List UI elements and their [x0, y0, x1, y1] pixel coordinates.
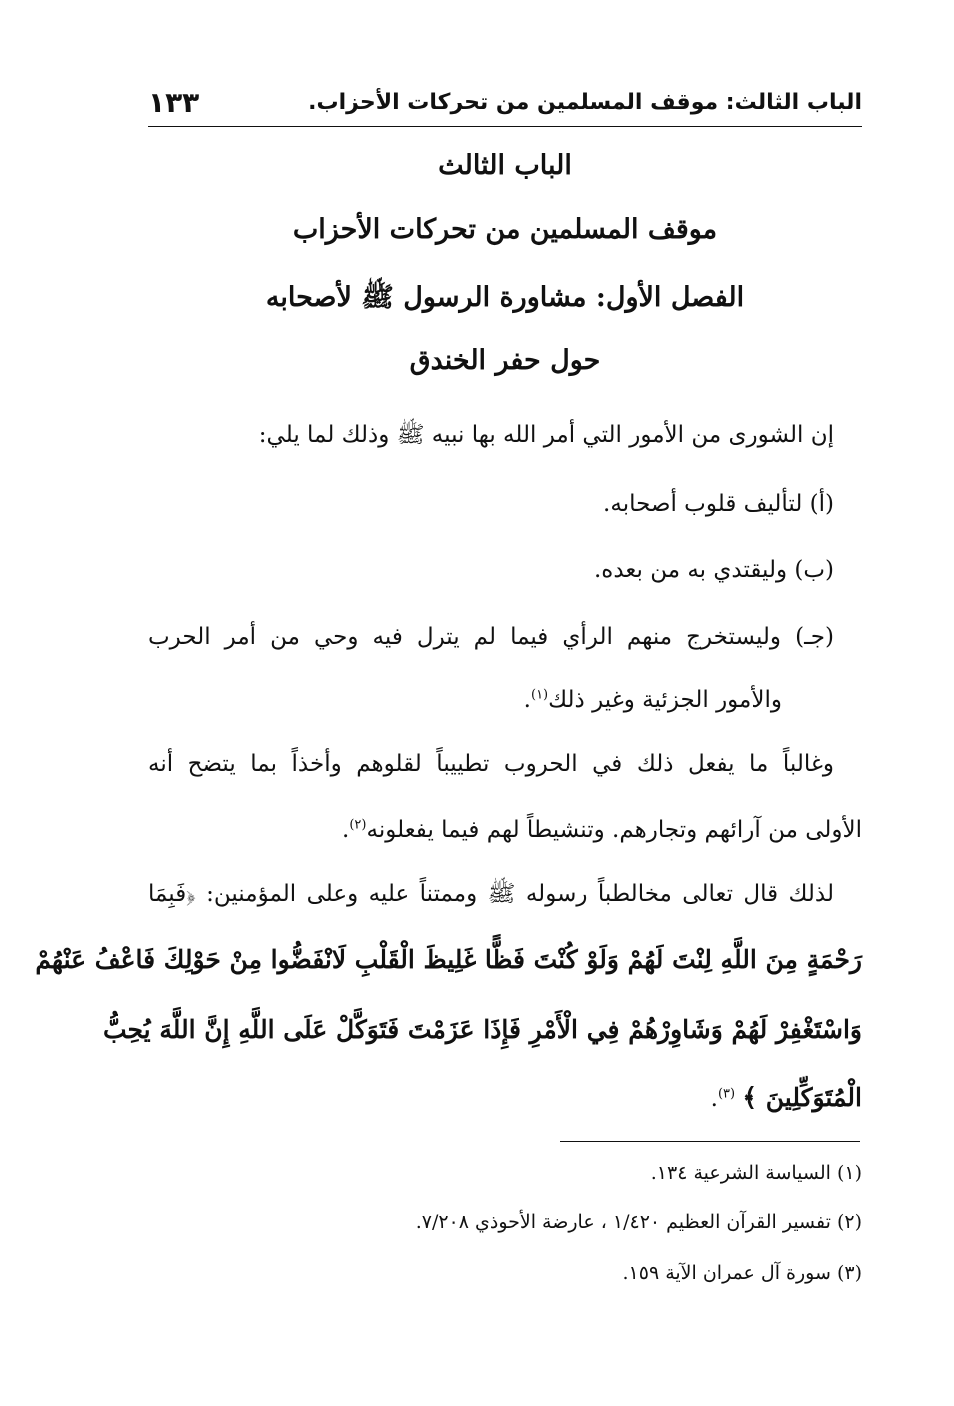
paragraph-three: لذلك قال تعالى مخالطباً رسوله ﷺ وممتناً عليه وعلى المؤمنين: ﴿فَبِمَا — [148, 881, 834, 907]
list-item-c: (جـ) وليستخرج منهم الرأي فيما لم يترل فيه وحي من أمر الحرب — [148, 624, 834, 650]
running-title: الباب الثالث: موقف المسلمين من تحركات الأحزاب. — [308, 90, 862, 115]
list-item-a: (أ) لتأليف قلوب أصحابه. — [603, 491, 834, 517]
quran-verse-text: الْمُتَوَكِّلِينَ ﴾ — [742, 1083, 862, 1112]
chapter-heading-continued: حول حفر الخندق — [409, 345, 601, 376]
list-item-c-text: والأمور الجزئية وغير ذلك — [548, 687, 782, 713]
paragraph-two: وغالباً ما يفعل ذلك في الحروب تطييباً لقلوهم وأخذاً بما يتضح أنه — [148, 751, 834, 777]
full-stop: . — [523, 687, 531, 713]
list-item-c-continued — [148, 680, 862, 720]
quran-verse-end — [148, 1078, 862, 1119]
running-header — [148, 86, 862, 127]
part-title: موقف المسلمين من تحركات الأحزاب — [292, 214, 718, 245]
quran-verse-line: وَاسْتَغْفِرْ لَهُمْ وَشَاوِرْهُمْ فِي الْأَمْرِ فَإِذَا عَزَمْتَ فَتَوَكَّلْ عَلَى اللَّهِ إِنَّ اللَّهَ يُحِبُّ — [102, 1015, 862, 1044]
quran-verse-line: رَحْمَةٍ مِنَ اللَّهِ لِنْتَ لَهُمْ وَلَوْ كُنْتَ فَظًّا غَلِيظَ الْقَلْبِ لَانْفَضُّوا مِنْ حَوْلِكَ فَاعْفُ عَنْهُمْ — [35, 945, 862, 974]
full-stop: . — [710, 1086, 718, 1112]
intro-paragraph: إن الشورى من الأمور التي أمر الله بها نبيه ﷺ وذلك لما يلي: — [258, 422, 834, 448]
footnote-ref-2: (٢) — [349, 817, 367, 833]
footnote-2: (٢) تفسير القرآن العظيم ١/٤٢٠ ، عارضة الأحوذي ٧/٢٠٨. — [415, 1211, 862, 1233]
list-item-b: (ب) وليقتدي به من بعده. — [593, 557, 834, 583]
footnote-3: (٣) سورة آل عمران الآية ١٥٩. — [622, 1262, 862, 1284]
paragraph-two-continued — [148, 810, 862, 850]
page-number: ١٣٣ — [148, 86, 200, 119]
footnote-ref-3: (٣) — [717, 1086, 736, 1102]
footnote-divider — [560, 1141, 860, 1142]
footnote-ref-1: (١) — [530, 687, 549, 703]
part-heading: الباب الثالث — [438, 150, 572, 181]
full-stop: . — [342, 817, 350, 843]
footnote-1: (١) السياسة الشرعية ١٣٤. — [650, 1162, 862, 1184]
chapter-heading: الفصل الأول: مشاورة الرسول ﷺ لأصحابه — [265, 282, 745, 313]
paragraph-two-text: الأولى من آرائهم وتجارهم. وتنشيطاً لهم فيما يفعلونه — [366, 817, 862, 843]
